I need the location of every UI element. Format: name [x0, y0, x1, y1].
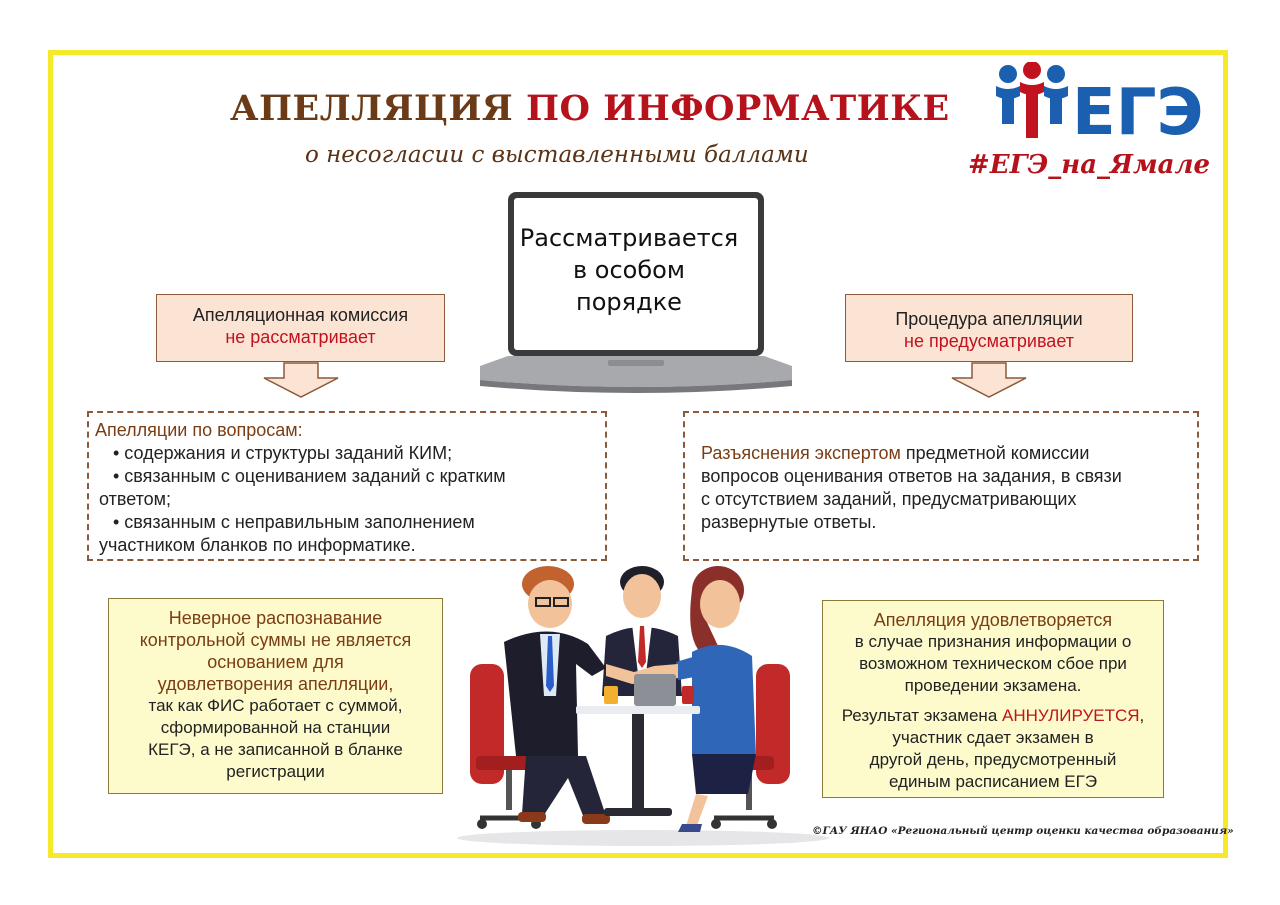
poster-subtitle: о несогласии с выставленными баллами	[305, 142, 809, 168]
checksum-highlight: Неверное распознавание	[168, 608, 383, 628]
procedure-box	[845, 294, 1133, 362]
meeting-illustration	[456, 556, 830, 848]
checksum-line: КЕГЭ, а не записанной в бланке	[148, 740, 403, 759]
appeal-topics-heading: Апелляции по вопросам:	[95, 420, 303, 440]
appeal-satisfied-box	[822, 600, 1164, 798]
laptop-screen-text	[512, 222, 746, 318]
satisfied-line: проведении экзамена.	[904, 676, 1082, 695]
ege-logo	[992, 62, 1204, 146]
commission-line2: не рассматривает	[225, 327, 376, 347]
satisfied-heading: Апелляция удовлетворяется	[873, 610, 1113, 630]
checksum-line: так как ФИС работает с суммой,	[148, 696, 403, 715]
checksum-highlight: удовлетворения апелляции,	[157, 674, 394, 694]
appeal-topic-item: ответом;	[99, 489, 172, 509]
expert-line: развернутые ответы.	[701, 512, 877, 532]
checksum-box	[108, 598, 443, 794]
satisfied-line: в случае признания информации о	[854, 632, 1132, 651]
laptop-line: Рассматривается	[519, 224, 739, 252]
result-line	[823, 705, 1163, 727]
expert-explanation-box	[683, 411, 1199, 561]
appeal-topics-box	[87, 411, 607, 561]
people-icon	[996, 62, 1068, 138]
commission-line1: Апелляционная комиссия	[192, 305, 409, 325]
result-highlight: АННУЛИРУЕТСЯ	[1002, 706, 1140, 725]
satisfied-line: участник сдает экзамен в	[892, 728, 1094, 747]
expert-line	[701, 442, 1197, 465]
commission-box	[156, 294, 445, 362]
satisfied-line: другой день, предусмотренный	[869, 750, 1117, 769]
person-left	[504, 566, 610, 824]
title-part2: ПО ИНФОРМАТИКЕ	[525, 88, 950, 129]
appeal-topic-item: • связанным с неправильным заполнением	[113, 512, 475, 532]
checksum-highlight: основанием для	[207, 652, 344, 672]
expert-line: вопросов оценивания ответов на задания, в связи	[701, 466, 1122, 486]
result-prefix: Результат экзамена	[841, 706, 1002, 725]
title-part1: АПЕЛЛЯЦИЯ	[230, 88, 514, 129]
laptop-line: порядке	[576, 288, 682, 316]
down-arrow-icon	[262, 362, 340, 398]
laptop-line: в особом	[573, 256, 685, 284]
result-suffix: ,	[1139, 706, 1145, 725]
checksum-highlight: контрольной суммы не является	[139, 630, 412, 650]
appeal-topic-item: • содержания и структуры заданий КИМ;	[113, 443, 453, 463]
satisfied-line: единым расписанием ЕГЭ	[888, 772, 1098, 791]
expert-highlight: Разъяснения экспертом	[701, 443, 901, 463]
expert-line: с отсутствием заданий, предусматривающих	[701, 489, 1077, 509]
appeal-topic-item: • связанным с оцениванием заданий с кратким	[113, 466, 506, 486]
hashtag: #ЕГЭ_на_Ямале	[968, 150, 1211, 180]
checksum-line: сформированной на станции	[160, 718, 391, 737]
appeal-topic-item: участником бланков по информатике.	[99, 535, 416, 555]
procedure-line2: не предусматривает	[904, 331, 1074, 351]
expert-rest: предметной комиссии	[900, 443, 1090, 463]
satisfied-line: возможном техническом сбое при	[859, 654, 1127, 673]
checksum-line: регистрации	[226, 762, 325, 781]
down-arrow-icon	[950, 362, 1028, 398]
logo-text: ЕГЭ	[1072, 76, 1204, 146]
copyright-notice: ©ГАУ ЯНАО «Региональный центр оценки качества образования»	[812, 825, 1234, 837]
poster-title	[230, 88, 950, 129]
procedure-line1: Процедура апелляции	[895, 309, 1083, 329]
